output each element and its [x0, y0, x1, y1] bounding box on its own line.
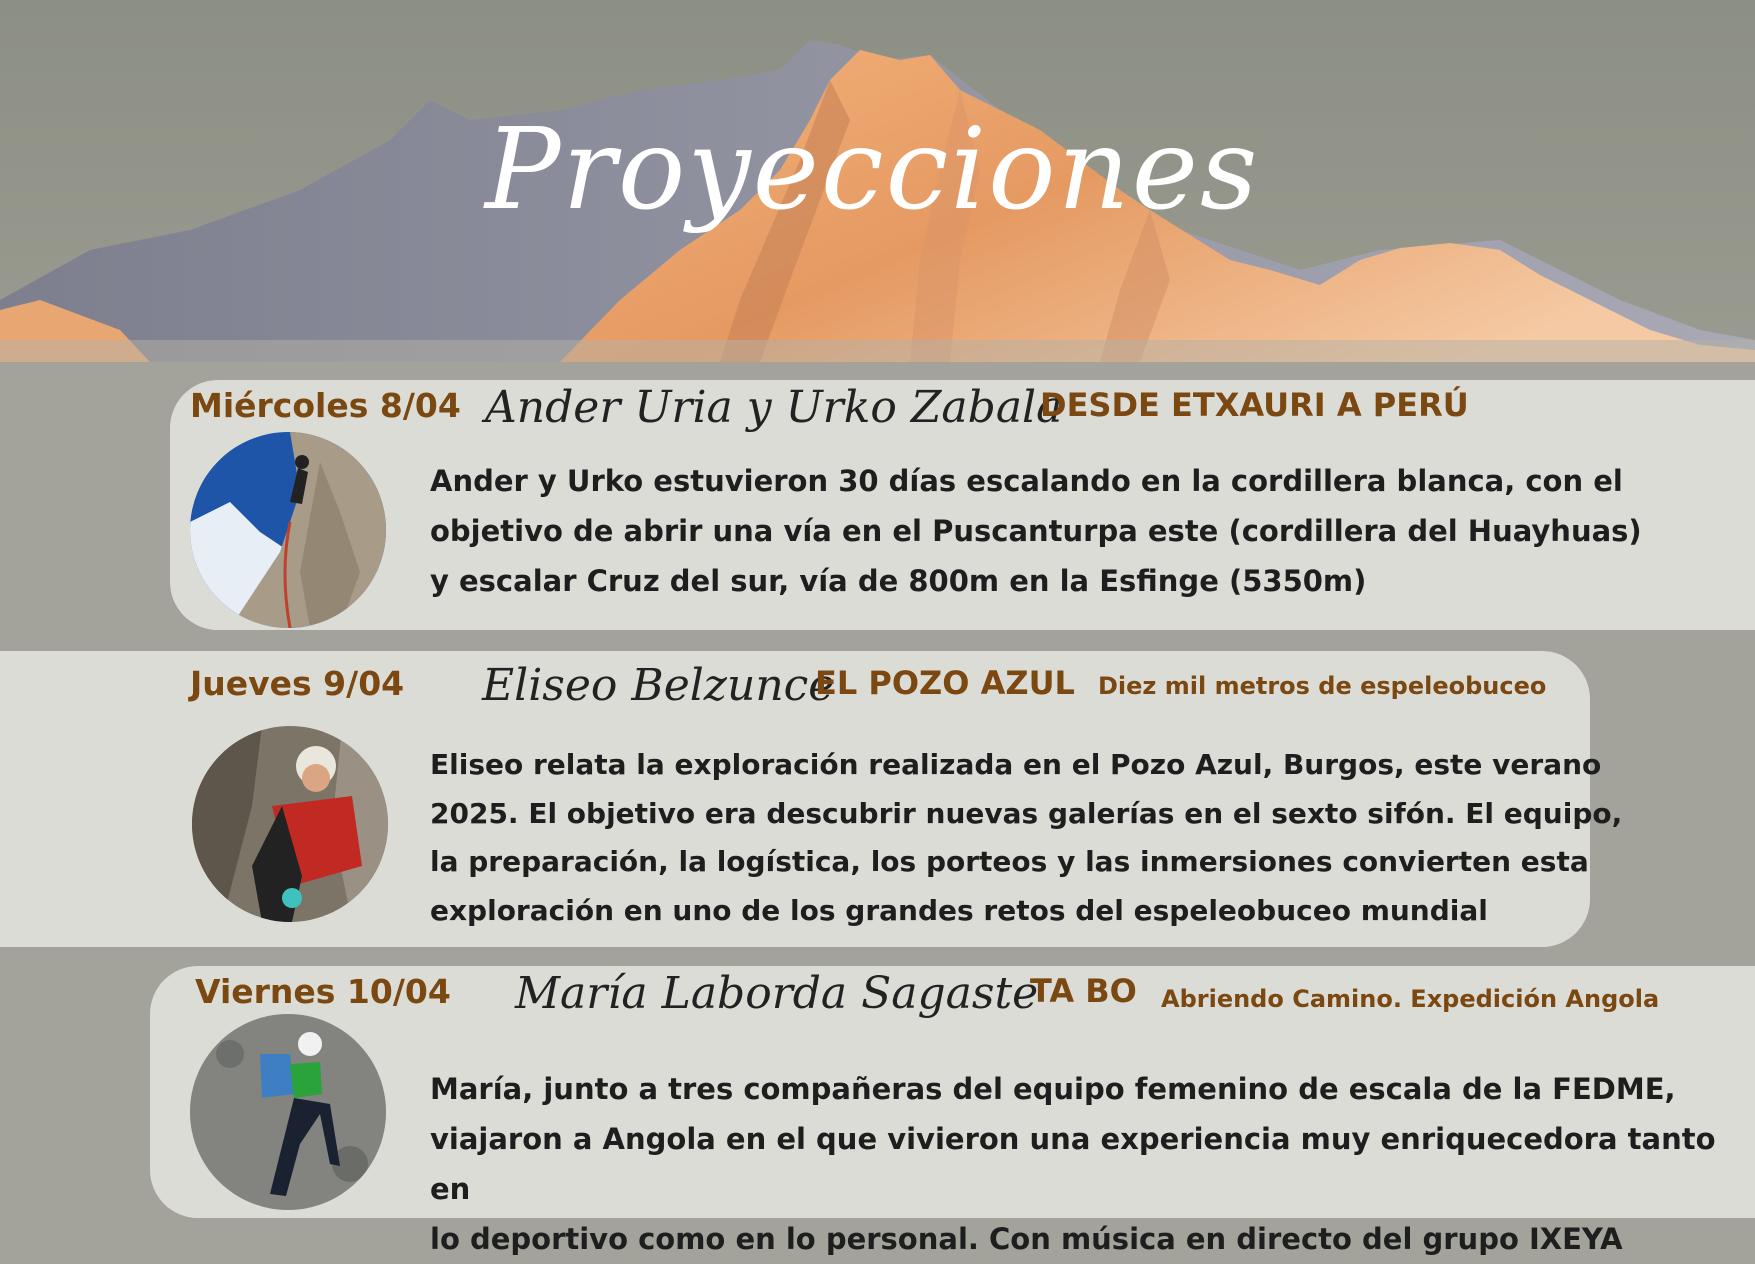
event-subtitle: Diez mil metros de espeleobuceo: [1098, 672, 1547, 700]
event-date: Miércoles 8/04: [190, 386, 461, 425]
page-title: Proyecciones: [485, 105, 1260, 235]
event-subtitle: Abriendo Camino. Expedición Angola: [1161, 985, 1660, 1013]
diver-photo: [192, 726, 388, 922]
climber-photo: [190, 432, 386, 628]
event-date: Viernes 10/04: [195, 972, 451, 1011]
event-speakers: María Laborda Sagaste: [515, 968, 1039, 1019]
event-description: Ander y Urko estuvieron 30 días escalando en la cordillera blanca, con el objetivo de abrir una vía en el Puscanturpa este (cordillera del Huayhuas) y escalar Cruz del sur, vía de 800m en la Esfinge (5350m): [430, 464, 1642, 598]
hero-banner: [0, 0, 1755, 362]
event-speakers: Ander Uria y Urko Zabala: [485, 382, 1063, 433]
event-description: María, junto a tres compañeras del equipo femenino de escala de la FEDME, viajaron a Angola en el que vivieron una experiencia muy enriquecedora tanto en lo deportivo como en lo personal. Con música en directo del grupo IXEYA: [430, 1072, 1716, 1256]
event-speakers: Eliseo Belzunce: [482, 660, 835, 711]
event-description: Eliseo relata la exploración realizada en el Pozo Azul, Burgos, este verano 2025. El objetivo era descubrir nuevas galerías en el sexto sifón. El equipo, la preparación, la logística, los porteos y las inmersiones convierten esta exploración en uno de los grandes retos del espeleobuceo mundial: [430, 748, 1623, 927]
climber-photo: [190, 1014, 386, 1210]
event-date: Jueves 9/04: [190, 664, 405, 703]
event-title: EL POZO AZUL: [815, 664, 1075, 702]
event-title: TA BO: [1030, 972, 1137, 1010]
event-title: DESDE ETXAURI A PERÚ: [1040, 386, 1469, 424]
